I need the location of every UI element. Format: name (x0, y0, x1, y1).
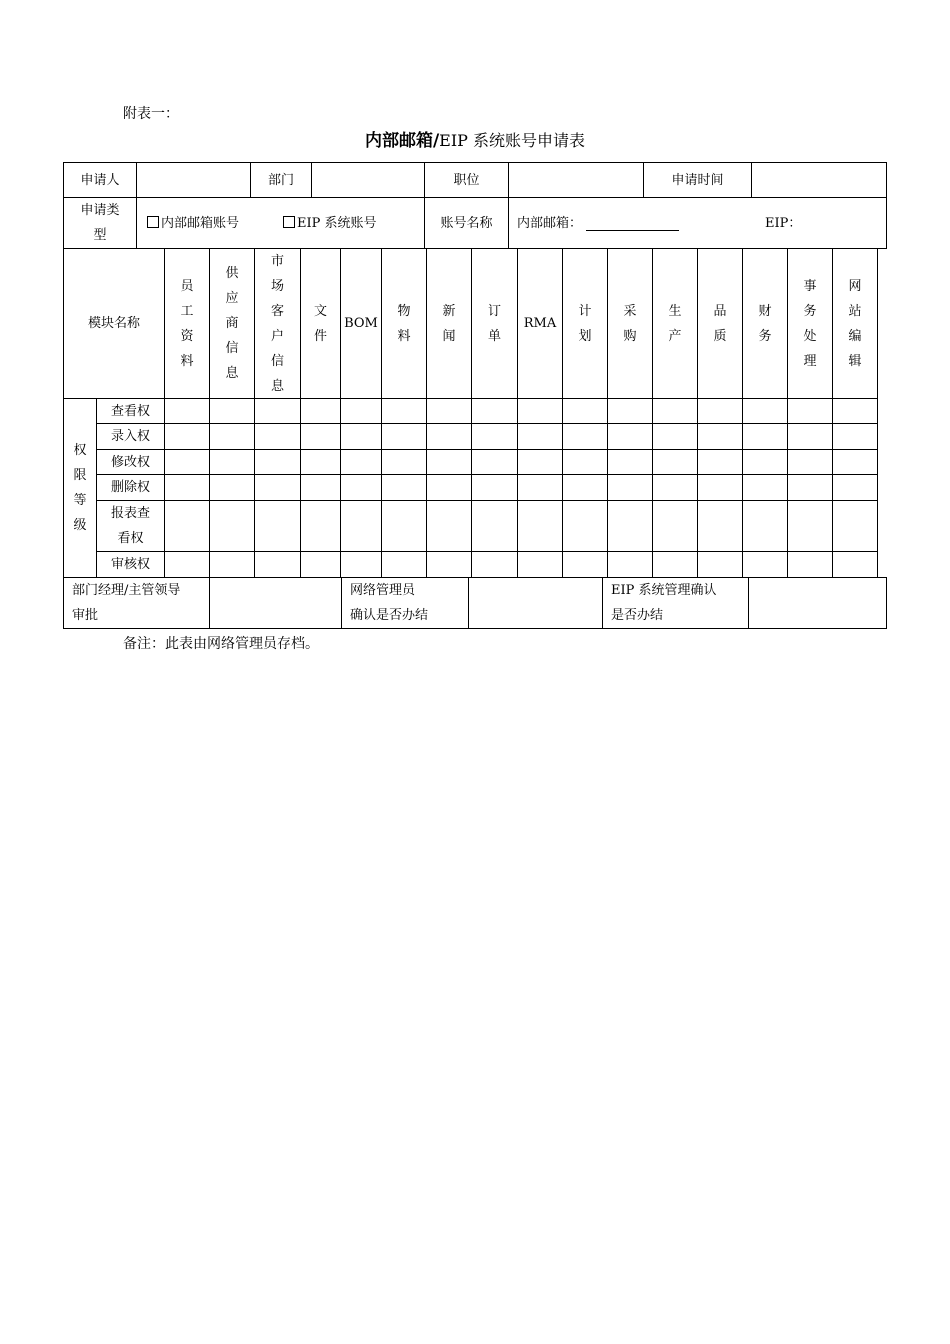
module-header-text: 文 件 (313, 303, 327, 344)
footnote: 备注：此表由网络管理员存档。 (123, 636, 319, 652)
module-header-text: 生 产 (668, 303, 682, 344)
permission-cell[interactable] (254, 449, 301, 475)
form-title-bold: 内部邮箱/ (364, 131, 440, 151)
permission-cell[interactable] (300, 398, 341, 424)
permission-label: 录入权 (96, 423, 165, 450)
permission-cell[interactable] (787, 500, 833, 552)
permission-cell[interactable] (164, 474, 210, 501)
manager-approval-label (63, 577, 210, 629)
module-header (340, 248, 382, 399)
approval-label-text: EIP 系统管理确认 是否办结 (611, 583, 717, 623)
permission-cell[interactable] (254, 423, 301, 450)
module-header (381, 248, 427, 399)
form-title-rest: EIP 系统账号申请表 (439, 131, 586, 150)
permission-cell[interactable] (742, 551, 788, 578)
permission-label (96, 500, 165, 552)
position-field[interactable] (508, 162, 644, 198)
module-header-text: 品 质 (713, 303, 727, 344)
permission-cell[interactable] (562, 423, 608, 450)
permission-cell[interactable] (340, 398, 382, 424)
module-header (607, 248, 653, 399)
module-header-text: 计 划 (578, 303, 592, 344)
module-header (697, 248, 743, 399)
permission-cell[interactable] (652, 398, 698, 424)
module-header-text: BOM (344, 316, 378, 331)
module-header-text: 物 料 (397, 303, 411, 344)
approval-label-text: 网络管理员 确认是否办结 (350, 583, 429, 623)
permission-cell[interactable] (381, 500, 427, 552)
permission-cell[interactable] (517, 398, 563, 424)
permission-cell[interactable] (517, 449, 563, 475)
permission-cell[interactable] (607, 474, 653, 501)
permission-cell[interactable] (381, 449, 427, 475)
permission-cell[interactable] (300, 551, 341, 578)
permission-cell[interactable] (381, 423, 427, 450)
permission-cell[interactable] (697, 500, 743, 552)
permission-cell[interactable] (742, 500, 788, 552)
permission-cell[interactable] (340, 500, 382, 552)
permission-cell[interactable] (254, 551, 301, 578)
module-header-text: 采 购 (623, 303, 637, 344)
apply-type-label (63, 197, 137, 249)
permission-cell[interactable] (340, 423, 382, 450)
permission-cell[interactable] (164, 423, 210, 450)
eip-option-label: EIP 系统账号 (297, 215, 377, 231)
permission-cell[interactable] (562, 449, 608, 475)
module-header-text: 员 工 资 料 (180, 278, 194, 369)
permission-cell[interactable] (426, 500, 472, 552)
module-header-text: 网 站 编 辑 (848, 278, 862, 369)
permission-cell[interactable] (164, 551, 210, 578)
permission-cell[interactable] (254, 474, 301, 501)
permission-cell[interactable] (787, 449, 833, 475)
manager-approval-field[interactable] (209, 577, 342, 629)
permission-cell[interactable] (607, 398, 653, 424)
mailbox-checkbox[interactable] (147, 211, 161, 236)
permission-cell[interactable] (164, 449, 210, 475)
permission-cell[interactable] (209, 474, 255, 501)
permission-cell[interactable] (340, 474, 382, 501)
permission-cell[interactable] (742, 423, 788, 450)
mailbox-account-label: 内部邮箱： (517, 215, 583, 231)
apply-type-label-text: 申请类 型 (80, 203, 120, 243)
permission-cell[interactable] (607, 423, 653, 450)
permission-cell[interactable] (697, 398, 743, 424)
permission-cell[interactable] (742, 449, 788, 475)
module-header (517, 248, 563, 399)
permission-cell[interactable] (164, 398, 210, 424)
permission-label: 删除权 (96, 474, 165, 501)
permission-cell[interactable] (832, 398, 878, 424)
permission-cell[interactable] (471, 398, 518, 424)
permission-cell[interactable] (471, 423, 518, 450)
permission-cell[interactable] (832, 551, 878, 578)
permission-cell[interactable] (426, 449, 472, 475)
module-header-text: 事 务 处 理 (803, 278, 817, 369)
permission-cell[interactable] (742, 474, 788, 501)
permission-cell[interactable] (787, 474, 833, 501)
permission-cell[interactable] (340, 551, 382, 578)
department-field[interactable] (311, 162, 425, 198)
network-admin-field[interactable] (468, 577, 603, 629)
network-admin-label (341, 577, 469, 629)
module-header (742, 248, 788, 399)
approval-label-text: 部门经理/主管领导 审批 (72, 583, 181, 623)
permission-cell[interactable] (652, 423, 698, 450)
applicant-field[interactable] (136, 162, 251, 198)
permission-cell[interactable] (209, 500, 255, 552)
permission-cell[interactable] (742, 398, 788, 424)
module-header-text: 财 务 (758, 303, 772, 344)
permission-cell[interactable] (300, 449, 341, 475)
module-header (652, 248, 698, 399)
permission-cell[interactable] (607, 500, 653, 552)
permission-cell[interactable] (300, 423, 341, 450)
permission-cell[interactable] (381, 474, 427, 501)
permission-cell[interactable] (517, 551, 563, 578)
permission-cell[interactable] (164, 500, 210, 552)
permission-cell[interactable] (607, 449, 653, 475)
permission-cell[interactable] (562, 398, 608, 424)
permission-cell[interactable] (562, 551, 608, 578)
permission-cell[interactable] (562, 500, 608, 552)
position-label: 职位 (424, 162, 509, 198)
permission-label-text: 报表查 看权 (110, 506, 150, 546)
permission-cell[interactable] (209, 398, 255, 424)
module-header (209, 248, 255, 399)
apply-time-field[interactable] (751, 162, 887, 198)
permission-cell[interactable] (426, 423, 472, 450)
permission-cell[interactable] (209, 423, 255, 450)
module-name-label: 模块名称 (63, 248, 165, 399)
permission-cell[interactable] (300, 474, 341, 501)
checkbox-icon (283, 216, 295, 228)
permission-cell[interactable] (381, 398, 427, 424)
permission-cell[interactable] (471, 449, 518, 475)
department-label: 部门 (250, 162, 312, 198)
permission-cell[interactable] (652, 474, 698, 501)
module-header (562, 248, 608, 399)
permission-cell[interactable] (832, 449, 878, 475)
account-name-field[interactable] (508, 197, 887, 249)
module-header (426, 248, 472, 399)
permission-level-label-text: 权 限 等 级 (73, 443, 87, 533)
permission-cell[interactable] (652, 551, 698, 578)
account-name-label: 账号名称 (424, 197, 509, 249)
permission-cell[interactable] (787, 551, 833, 578)
form-title (0, 126, 950, 151)
module-header (471, 248, 518, 399)
permission-cell[interactable] (697, 449, 743, 475)
permission-cell[interactable] (697, 474, 743, 501)
permission-cell[interactable] (832, 474, 878, 501)
permission-cell[interactable] (300, 500, 341, 552)
permission-cell[interactable] (340, 449, 382, 475)
permission-cell[interactable] (832, 500, 878, 552)
module-header (832, 248, 878, 399)
apply-time-label: 申请时间 (643, 162, 752, 198)
module-header (300, 248, 341, 399)
permission-cell[interactable] (254, 500, 301, 552)
permission-cell[interactable] (697, 423, 743, 450)
permission-cell[interactable] (471, 551, 518, 578)
permission-cell[interactable] (426, 551, 472, 578)
permission-cell[interactable] (254, 398, 301, 424)
permission-label: 查看权 (96, 398, 165, 424)
permission-cell[interactable] (517, 423, 563, 450)
permission-label: 审核权 (96, 551, 165, 578)
eip-admin-label (602, 577, 749, 629)
permission-cell[interactable] (517, 474, 563, 501)
permission-cell[interactable] (607, 551, 653, 578)
applicant-label: 申请人 (63, 162, 137, 198)
permission-cell[interactable] (426, 398, 472, 424)
permission-cell[interactable] (832, 423, 878, 450)
permission-cell[interactable] (562, 474, 608, 501)
permission-cell[interactable] (652, 449, 698, 475)
eip-admin-field[interactable] (748, 577, 887, 629)
module-header-text: 供 应 商 信 息 (225, 266, 239, 381)
module-header (787, 248, 833, 399)
module-header (164, 248, 210, 399)
eip-checkbox[interactable] (283, 211, 297, 236)
permission-cell[interactable] (471, 500, 518, 552)
permission-cell[interactable] (787, 423, 833, 450)
permission-cell[interactable] (471, 474, 518, 501)
permission-cell[interactable] (517, 500, 563, 552)
module-header (254, 248, 301, 399)
mailbox-option-label: 内部邮箱账号 (161, 215, 240, 231)
permission-cell[interactable] (652, 500, 698, 552)
appendix-label: 附表一： (123, 106, 179, 122)
permission-cell[interactable] (787, 398, 833, 424)
checkbox-icon (147, 216, 159, 228)
permission-cell[interactable] (209, 449, 255, 475)
permission-cell[interactable] (426, 474, 472, 501)
permission-level-label (63, 398, 97, 578)
module-header-text: 市 场 客 户 信 息 (270, 253, 284, 394)
apply-type-options (136, 197, 425, 249)
eip-account-label: EIP： (765, 215, 802, 231)
permission-cell[interactable] (697, 551, 743, 578)
permission-label: 修改权 (96, 449, 165, 475)
module-header-text: RMA (523, 316, 557, 331)
permission-cell[interactable] (381, 551, 427, 578)
permission-cell[interactable] (209, 551, 255, 578)
module-header-text: 订 单 (487, 303, 501, 344)
mailbox-account-input[interactable] (586, 216, 679, 231)
module-header-text: 新 闻 (442, 303, 456, 344)
